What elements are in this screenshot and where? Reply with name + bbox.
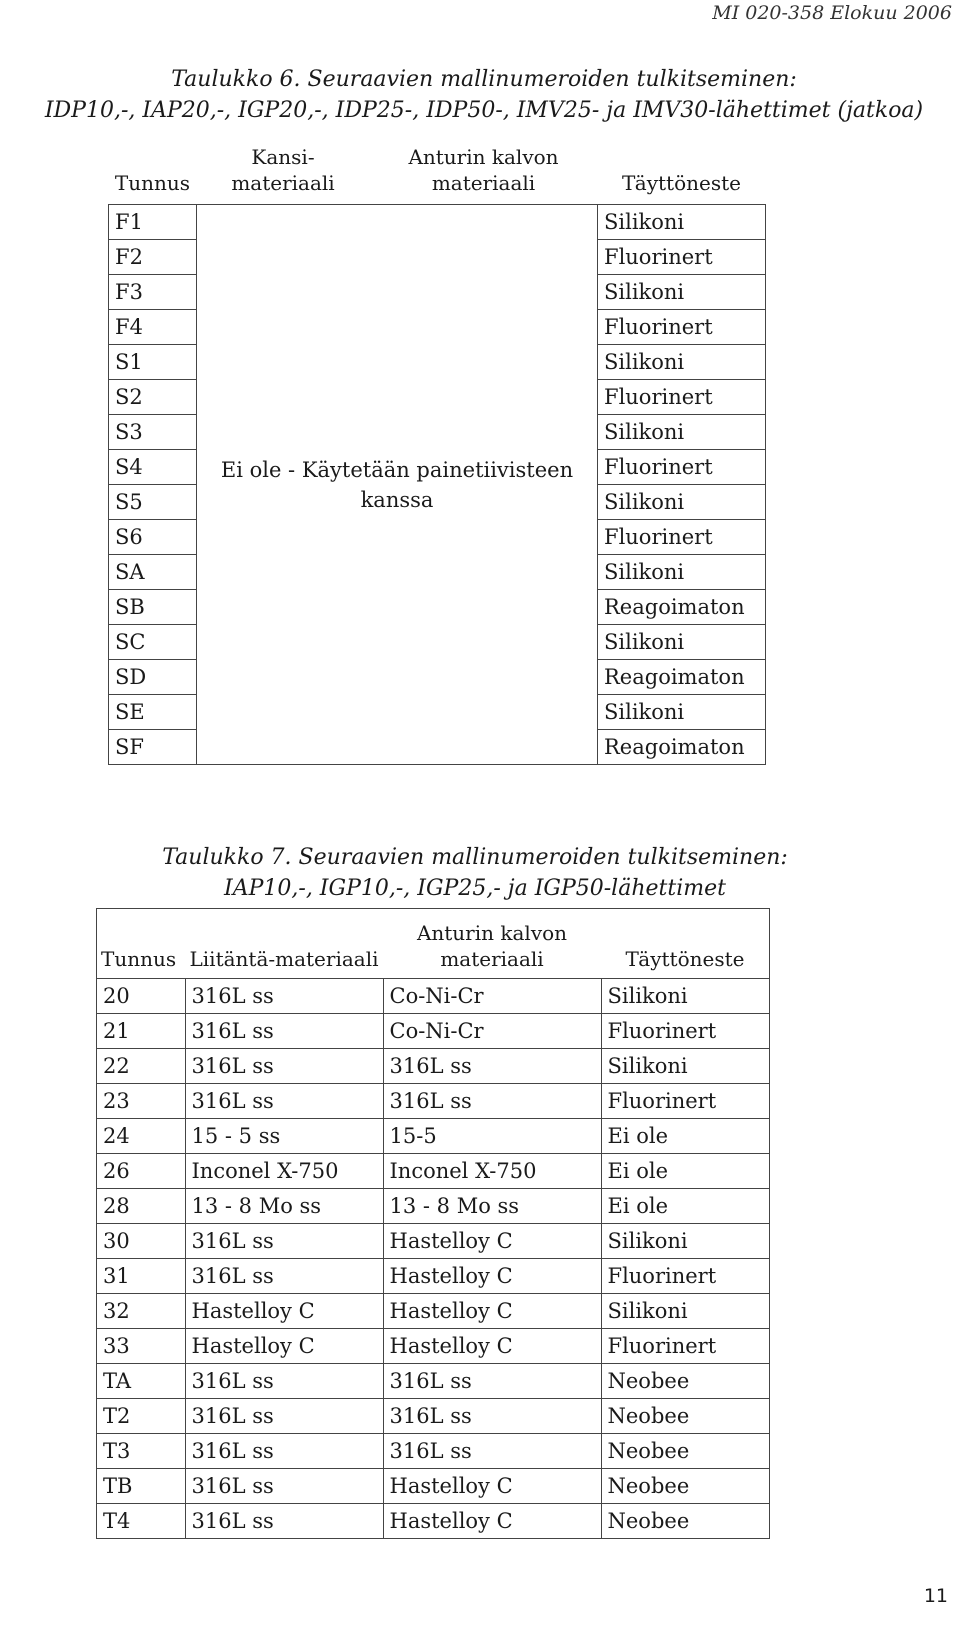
fill-cell: Fluorinert [601, 1014, 770, 1049]
code-cell: TA [97, 1364, 186, 1399]
code-cell: F2 [109, 240, 197, 275]
diaphragm-cell: Hastelloy C [383, 1224, 601, 1259]
connection-cell: 15 - 5 ss [185, 1119, 383, 1154]
fill-cell: Silikoni [598, 625, 766, 660]
fill-cell: Ei ole [601, 1154, 770, 1189]
table-row [97, 1119, 770, 1154]
code-cell: S6 [109, 520, 197, 555]
connection-cell: Hastelloy C [185, 1329, 383, 1364]
table-row [97, 1364, 770, 1399]
code-cell: T3 [97, 1434, 186, 1469]
fill-cell: Reagoimaton [598, 730, 766, 765]
connection-cell: 316L ss [185, 1399, 383, 1434]
table-row [109, 205, 766, 240]
table7-body [97, 979, 770, 1539]
table7-caption [150, 842, 800, 904]
code-cell: 31 [97, 1259, 186, 1294]
table6-caption-line2: IDP10,-, IAP20,-, IGP20,-, IDP25-, IDP50-, IMV25- ja IMV30-lähettimet (jatkoa) [44, 98, 924, 123]
table-row [97, 979, 770, 1014]
code-cell: T4 [97, 1504, 186, 1539]
fill-cell: Neobee [601, 1399, 770, 1434]
table-row [97, 1224, 770, 1259]
fill-cell: Neobee [601, 1504, 770, 1539]
table-row [97, 1014, 770, 1049]
diaphragm-cell: 15-5 [383, 1119, 601, 1154]
fill-cell: Fluorinert [598, 450, 766, 485]
fill-cell: Silikoni [601, 1294, 770, 1329]
fill-cell: Fluorinert [598, 240, 766, 275]
fill-cell: Fluorinert [598, 310, 766, 345]
code-cell: S2 [109, 380, 197, 415]
code-cell: 30 [97, 1224, 186, 1259]
code-cell: TB [97, 1469, 186, 1504]
code-cell: SD [109, 660, 197, 695]
diaphragm-cell: Hastelloy C [383, 1504, 601, 1539]
connection-cell: Hastelloy C [185, 1294, 383, 1329]
connection-cell: 316L ss [185, 1259, 383, 1294]
code-cell: 20 [97, 979, 186, 1014]
diaphragm-cell: 13 - 8 Mo ss [383, 1189, 601, 1224]
table-row [97, 1189, 770, 1224]
diaphragm-cell: 316L ss [383, 1399, 601, 1434]
fill-cell: Fluorinert [601, 1084, 770, 1119]
fill-cell: Silikoni [598, 555, 766, 590]
table6 [108, 144, 766, 765]
diaphragm-cell: Co-Ni-Cr [383, 1014, 601, 1049]
code-cell: S5 [109, 485, 197, 520]
table7 [96, 908, 770, 1539]
document-reference: MI 020-358 Elokuu 2006 [712, 2, 952, 24]
table6-body [109, 205, 766, 765]
diaphragm-cell: Co-Ni-Cr [383, 979, 601, 1014]
table6-header-diaphragm: Anturin kalvon materiaali [408, 145, 559, 195]
fill-cell: Fluorinert [598, 380, 766, 415]
code-cell: 33 [97, 1329, 186, 1364]
table7-caption-line1: Taulukko 7. Seuraavien mallinumeroiden tulkitseminen: [162, 845, 788, 870]
diaphragm-cell: Hastelloy C [383, 1259, 601, 1294]
table7-header-code: Tunnus [97, 909, 186, 979]
fill-cell: Neobee [601, 1434, 770, 1469]
table-row [97, 1434, 770, 1469]
code-cell: 24 [97, 1119, 186, 1154]
fill-cell: Silikoni [601, 979, 770, 1014]
code-cell: 28 [97, 1189, 186, 1224]
code-cell: S1 [109, 345, 197, 380]
table6-caption [14, 64, 954, 126]
code-cell: 26 [97, 1154, 186, 1189]
code-cell: F4 [109, 310, 197, 345]
diaphragm-cell: 316L ss [383, 1434, 601, 1469]
code-cell: S3 [109, 415, 197, 450]
connection-cell: 316L ss [185, 1084, 383, 1119]
fill-cell: Fluorinert [598, 520, 766, 555]
table-row [97, 1294, 770, 1329]
diaphragm-cell: Hastelloy C [383, 1469, 601, 1504]
connection-cell: 316L ss [185, 1504, 383, 1539]
fill-cell: Fluorinert [601, 1329, 770, 1364]
diaphragm-cell: Inconel X-750 [383, 1154, 601, 1189]
code-cell: SC [109, 625, 197, 660]
table6-header-code: Tunnus [114, 171, 191, 195]
table-row [97, 1469, 770, 1504]
table-row [97, 1329, 770, 1364]
fill-cell: Neobee [601, 1469, 770, 1504]
page-number: 11 [923, 1585, 948, 1607]
diaphragm-cell: Hastelloy C [383, 1294, 601, 1329]
connection-cell: 316L ss [185, 1469, 383, 1504]
table7-header-connection: Liitäntä-materiaali [185, 909, 383, 979]
table-row [97, 1504, 770, 1539]
code-cell: S4 [109, 450, 197, 485]
code-cell: SA [109, 555, 197, 590]
fill-cell: Silikoni [598, 485, 766, 520]
table6-caption-line1: Taulukko 6. Seuraavien mallinumeroiden tulkitseminen: [171, 67, 797, 92]
fill-cell: Reagoimaton [598, 660, 766, 695]
connection-cell: Inconel X-750 [185, 1154, 383, 1189]
fill-cell: Ei ole [601, 1189, 770, 1224]
code-cell: 32 [97, 1294, 186, 1329]
code-cell: SE [109, 695, 197, 730]
table-row [97, 1084, 770, 1119]
diaphragm-cell: 316L ss [383, 1049, 601, 1084]
code-cell: F1 [109, 205, 197, 240]
table6-header-fill: Täyttöneste [622, 171, 741, 195]
connection-cell: 316L ss [185, 1049, 383, 1084]
code-cell: 22 [97, 1049, 186, 1084]
table6-header-cover: Kansi-materiaali [231, 145, 335, 195]
table6-header-row [109, 144, 766, 205]
table-row [97, 1049, 770, 1084]
code-cell: F3 [109, 275, 197, 310]
fill-cell: Silikoni [598, 415, 766, 450]
table7-header-row [97, 909, 770, 979]
fill-cell: Silikoni [598, 275, 766, 310]
connection-cell: 316L ss [185, 1434, 383, 1469]
table7-header-fill: Täyttöneste [601, 909, 770, 979]
connection-cell: 316L ss [185, 1364, 383, 1399]
fill-cell: Silikoni [598, 345, 766, 380]
table7-caption-line2: IAP10,-, IGP10,-, IGP25,- ja IGP50-lähettimet [224, 876, 726, 901]
connection-cell: 316L ss [185, 1014, 383, 1049]
connection-cell: 316L ss [185, 1224, 383, 1259]
fill-cell: Silikoni [598, 695, 766, 730]
diaphragm-cell: 316L ss [383, 1084, 601, 1119]
fill-cell: Neobee [601, 1364, 770, 1399]
code-cell: T2 [97, 1399, 186, 1434]
fill-cell: Fluorinert [601, 1259, 770, 1294]
table7-header-diaphragm: Anturin kalvon materiaali [383, 909, 601, 979]
code-cell: SB [109, 590, 197, 625]
table-row [97, 1154, 770, 1189]
code-cell: 21 [97, 1014, 186, 1049]
code-cell: SF [109, 730, 197, 765]
diaphragm-cell: 316L ss [383, 1364, 601, 1399]
connection-cell: 316L ss [185, 979, 383, 1014]
merged-material-cell: Ei ole - Käytetään painetiivisteen kanssa [197, 205, 598, 765]
fill-cell: Silikoni [598, 205, 766, 240]
fill-cell: Ei ole [601, 1119, 770, 1154]
table-row [97, 1399, 770, 1434]
fill-cell: Reagoimaton [598, 590, 766, 625]
table-row [97, 1259, 770, 1294]
fill-cell: Silikoni [601, 1224, 770, 1259]
code-cell: 23 [97, 1084, 186, 1119]
connection-cell: 13 - 8 Mo ss [185, 1189, 383, 1224]
diaphragm-cell: Hastelloy C [383, 1329, 601, 1364]
fill-cell: Silikoni [601, 1049, 770, 1084]
